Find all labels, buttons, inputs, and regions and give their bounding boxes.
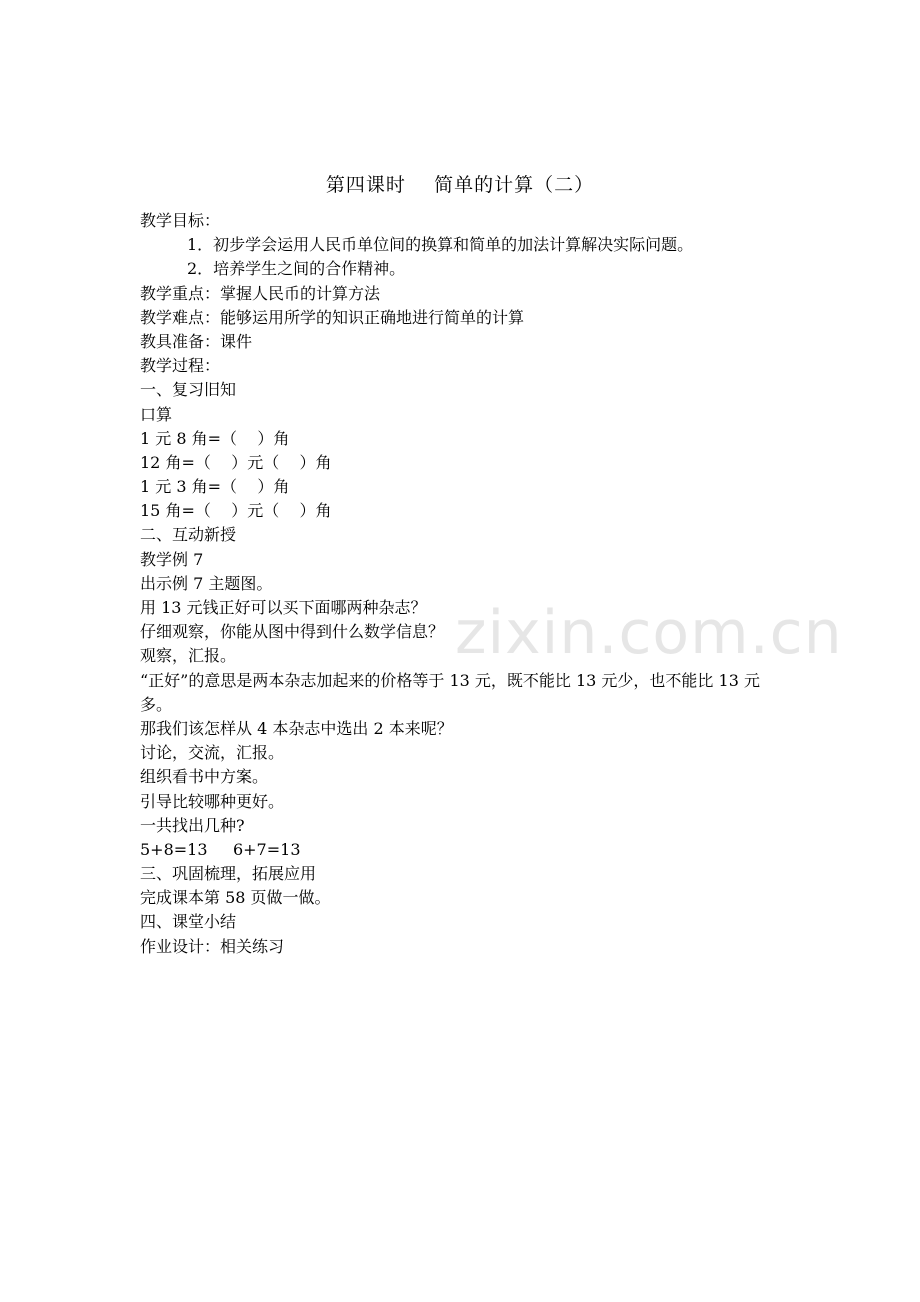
text-line: 教学重点：掌握人民币的计算方法 xyxy=(140,283,381,303)
watermark: zixin.com.cn xyxy=(455,598,843,668)
text-line: 一共找出几种? xyxy=(140,815,245,835)
section-heading: 教学目标： xyxy=(140,211,221,230)
paragraph: “正好”的意思是两本杂志加起来的价格等于 13 元，既不能比 13 元少，也不能比 13 元多。 xyxy=(140,670,760,714)
section-heading: 三、巩固梳理，拓展应用 xyxy=(140,864,317,884)
section-heading: 一、复习旧知 xyxy=(140,380,237,400)
equation-line: 5+8=13 6+7=13 xyxy=(140,839,301,859)
exercise-line: 1 元 8 角=（ ）角 xyxy=(140,428,290,448)
text-line: 讨论，交流，汇报。 xyxy=(140,743,285,763)
text-line: 组织看书中方案。 xyxy=(140,767,269,787)
text-line: 引导比较哪种更好。 xyxy=(140,791,285,811)
list-item: 2．培养学生之间的合作精神。 xyxy=(187,259,406,279)
document-title: 第四课时 简单的计算（二） xyxy=(325,174,595,196)
exercise-line: 12 角=（ ）元（ ）角 xyxy=(140,452,332,472)
text-line: 教学例 7 xyxy=(140,549,204,569)
text-line: 用 13 元钱正好可以买下面哪两种杂志？ xyxy=(140,598,427,617)
section-heading: 教学过程： xyxy=(140,356,221,376)
section-heading: 四、课堂小结 xyxy=(140,912,237,932)
section-heading: 二、互动新授 xyxy=(140,525,237,545)
text-line: 仔细观察，你能从图中得到什么数学信息？ xyxy=(140,622,445,642)
text-line: 教具准备：课件 xyxy=(140,331,253,351)
text-line: 教学难点：能够运用所学的知识正确地进行简单的计算 xyxy=(140,307,525,327)
exercise-line: 1 元 3 角=（ ）角 xyxy=(140,477,290,497)
text-line: 完成课本第 58 页做一做。 xyxy=(140,888,331,908)
text-line: 那我们该怎样从 4 本杂志中选出 2 本来呢？ xyxy=(140,718,453,738)
text-line: 作业设计：相关练习 xyxy=(140,936,285,956)
document-body xyxy=(140,209,790,959)
text-line: 口算 xyxy=(140,404,173,424)
text-line: 出示例 7 主题图。 xyxy=(140,573,273,593)
list-item: 1．初步学会运用人民币单位间的换算和简单的加法计算解决实际问题。 xyxy=(187,235,694,255)
exercise-line: 15 角=（ ）元（ ）角 xyxy=(140,501,332,521)
text-line: 观察，汇报。 xyxy=(140,646,237,666)
